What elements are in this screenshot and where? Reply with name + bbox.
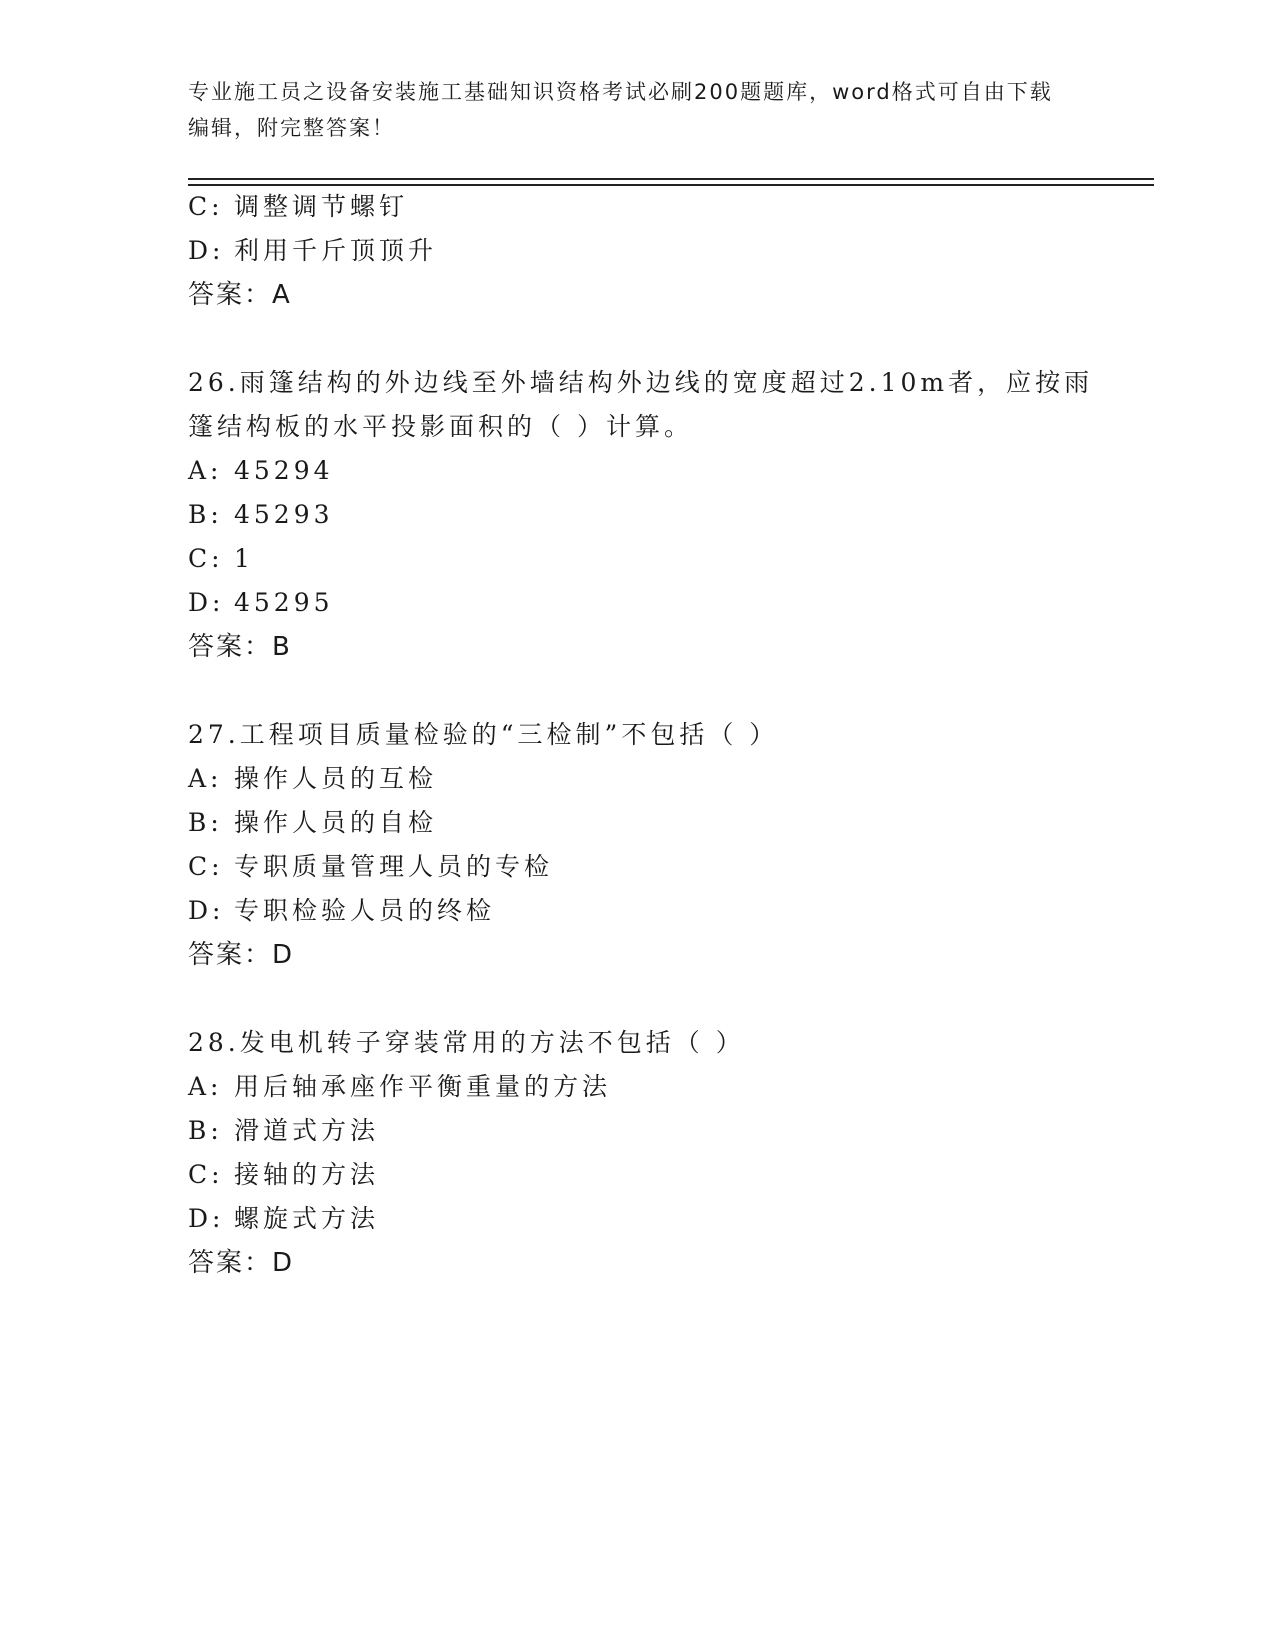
q26-stem-line2: 篷结构板的水平投影面积的（ ）计算。 <box>188 412 693 441</box>
q26-option-d <box>188 586 334 620</box>
q27-option-b <box>188 806 437 840</box>
q28-option-c <box>188 1158 379 1192</box>
option-label: C: <box>188 544 224 573</box>
option-label: D: <box>188 588 225 617</box>
q26-option-c <box>188 542 254 576</box>
option-text: 利用千斤顶顶升 <box>234 236 438 265</box>
option-text: 调整调节螺钉 <box>234 192 409 221</box>
option-text: 接轴的方法 <box>234 1160 380 1189</box>
option-label: C: <box>188 1160 224 1189</box>
option-label: D: <box>188 236 225 265</box>
q28-option-a <box>188 1070 611 1104</box>
q28-option-b <box>188 1114 379 1148</box>
q28-stem: 28.发电机转子穿装常用的方法不包括（ ） <box>188 1028 745 1057</box>
option-text: 操作人员的互检 <box>234 764 438 793</box>
q26-answer: 答案：B <box>188 632 292 662</box>
option-label: D: <box>188 1204 225 1233</box>
q26-option-b <box>188 498 334 532</box>
prev-option-c <box>188 190 408 224</box>
option-text: 滑道式方法 <box>234 1116 380 1145</box>
q27-stem: 27.工程项目质量检验的“三检制”不包括（ ） <box>188 720 779 749</box>
q26-option-a <box>188 454 334 488</box>
option-text: 螺旋式方法 <box>234 1204 380 1233</box>
option-text: 用后轴承座作平衡重量的方法 <box>234 1072 612 1101</box>
option-text: 1 <box>234 544 254 573</box>
option-label: A: <box>188 456 223 485</box>
option-text: 操作人员的自检 <box>234 808 438 837</box>
q27-answer: 答案：D <box>188 940 295 970</box>
q27-option-d <box>188 894 495 928</box>
option-label: A: <box>188 1072 223 1101</box>
prev-answer: 答案：A <box>188 280 292 310</box>
header-divider-bottom <box>188 184 1154 186</box>
option-label: B: <box>188 500 223 529</box>
option-label: D: <box>188 896 225 925</box>
document-header: 专业施工员之设备安装施工基础知识资格考试必刷200题题库，word格式可自由下载编辑，附完整答案！ <box>188 80 1053 140</box>
q28-option-d <box>188 1202 379 1236</box>
option-text: 45295 <box>234 588 334 617</box>
option-text: 45294 <box>234 456 334 485</box>
option-label: C: <box>188 192 224 221</box>
q28-answer: 答案：D <box>188 1248 295 1278</box>
option-text: 45293 <box>234 500 334 529</box>
option-text: 专职质量管理人员的专检 <box>234 852 554 881</box>
q27-option-a <box>188 762 437 796</box>
option-label: B: <box>188 1116 223 1145</box>
q27-option-c <box>188 850 553 884</box>
option-label: A: <box>188 764 223 793</box>
option-label: B: <box>188 808 223 837</box>
prev-option-d <box>188 234 437 268</box>
option-label: C: <box>188 852 224 881</box>
option-text: 专职检验人员的终检 <box>234 896 496 925</box>
header-divider-top <box>188 178 1154 180</box>
q26-stem-line1: 26.雨篷结构的外边线至外墙结构外边线的宽度超过2.10m者，应按雨 <box>188 368 1094 397</box>
